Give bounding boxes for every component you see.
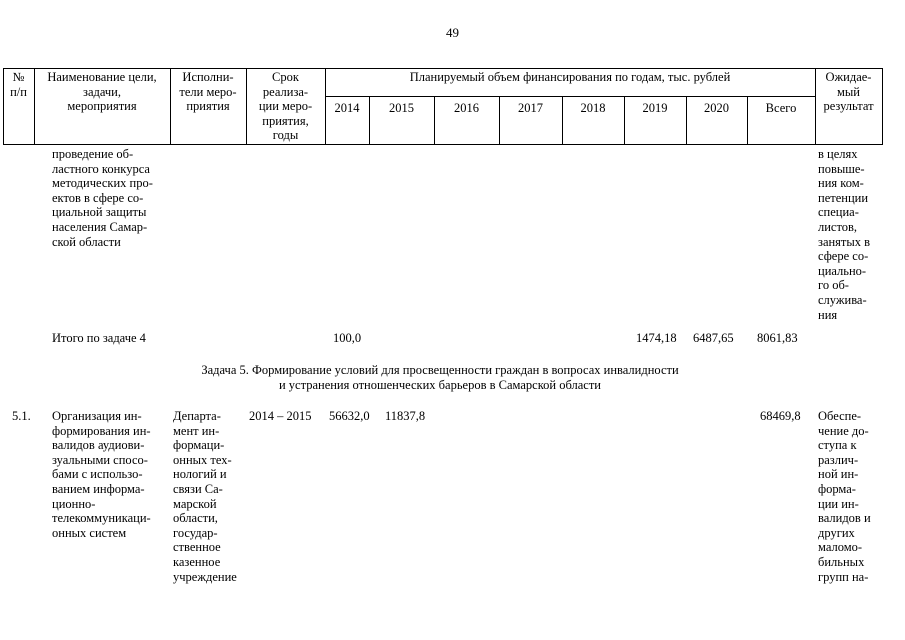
header-year-2016: 2016 [454,101,479,115]
header-funding: Планируемый объем финансирования по годам, тыс. рублей [409,70,731,84]
task5-title [100,363,780,392]
row-5-1-total: 68469,8 [760,409,801,423]
row-5-1-name: Организация ин- формирования ин- валидов аудиови- зуальными спосо- бами с использо- ванием информа- ционно- телекоммуникаци- онных систем [52,409,151,540]
total-task4-total: 8061,83 [757,331,798,345]
row-5-1-term: 2014 – 2015 [249,409,312,423]
prev-row-name: проведение об- ластного конкурса методических про- ектов в сфере со- циальной защиты населения Самар- ской области [52,147,153,249]
header-year-2017: 2017 [518,101,543,115]
header-year-2018: 2018 [580,101,606,115]
header-name: Наименование цели, задачи, мероприятия [47,70,157,114]
header-num: № п/п [10,70,27,99]
header-bottom-line [3,144,882,145]
header-result: Ожидае- мый результат [823,70,874,114]
total-task4-2020: 6487,65 [693,331,734,345]
col-line [882,68,883,145]
row-5-1-executor: Департа- мент ин- формаци- онных тех- нологий и связи Са- марской области, государ- ственное казенное учреждение [173,409,237,584]
row-5-1-2014: 56632,0 [329,409,370,423]
total-task4-2014: 100,0 [333,331,362,345]
task5-title-line1: Задача 5. Формирование условий для просвещенности граждан в вопросах инвалидности [201,363,679,377]
row-5-1-result: Обеспе- чение до- ступа к различ- ной ин- форма- ции ин- валидов и других маломо- бильных групп на- [818,409,871,584]
header-years-line [325,96,815,97]
total-task4-label: Итого по задаче 4 [52,331,146,345]
header-year-2020: 2020 [704,101,729,115]
header-year-total: Всего [765,101,797,115]
header-executor: Исполни- тели меро- приятия [179,70,237,114]
header-term: Срок реализа- ции меро- приятия, годы [258,70,313,143]
header-year-2014: 2014 [334,101,360,115]
row-5-1-2015: 11837,8 [385,409,426,423]
page-number: 49 [446,25,459,40]
header-year-2019: 2019 [642,101,668,115]
task5-title-line2: и устранения отношенческих барьеров в Самарской области [278,377,601,392]
header-top-line [3,68,882,69]
total-task4-2019: 1474,18 [636,331,677,345]
prev-row-result: в целях повыше- ния ком- петенции специа- листов, занятых в сфере со- циально- го об- служива- ния [818,147,871,322]
row-5-1-num: 5.1. [12,409,31,423]
header-year-2015: 2015 [389,101,414,115]
